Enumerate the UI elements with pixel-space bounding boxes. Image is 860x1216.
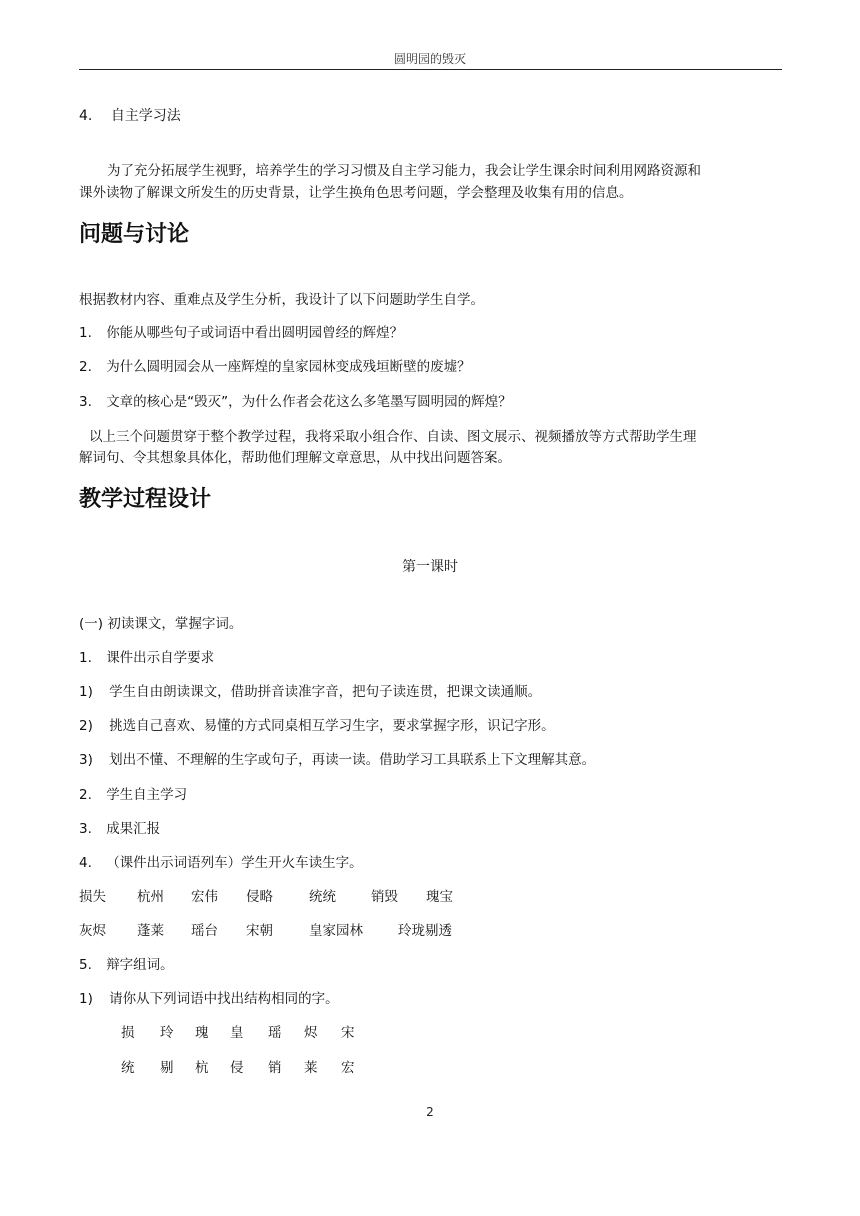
step-text: 成果汇报 [106, 821, 161, 837]
sub-item-text: 挑选自己喜欢、易懂的方式同桌相互学习生字，要求掌握字形，识记字形。 [109, 718, 555, 734]
step-item [79, 647, 214, 669]
question-number: 3. [79, 394, 92, 410]
question-item [79, 322, 403, 344]
practice-character: 损 [121, 1025, 135, 1041]
practice-character: 销 [268, 1060, 282, 1076]
practice-character: 玲 [160, 1025, 174, 1041]
page-number: 2 [426, 1105, 434, 1119]
vocab-word: 灰烬 [79, 923, 106, 939]
sub-item-number: 1) [79, 684, 93, 700]
vocab-word: 蓬莱 [137, 923, 164, 939]
part-one-heading: (一) 初读课文，掌握字词。 [79, 616, 243, 632]
step-number: 2. [79, 787, 92, 803]
step-item [79, 954, 174, 976]
section-title: 自主学习法 [110, 108, 181, 124]
vocab-word: 杭州 [137, 889, 164, 905]
vocab-word: 皇家园林 [309, 923, 363, 939]
step-text: 辩字组词。 [106, 957, 174, 973]
lesson-title: 第一课时 [402, 559, 458, 575]
step-text: （课件出示词语列车）学生开火车读生字。 [106, 855, 363, 871]
practice-character: 皇 [230, 1025, 244, 1041]
vocab-word: 玲珑剔透 [398, 923, 452, 939]
practice-character: 统 [121, 1060, 135, 1076]
sub-item [79, 749, 595, 771]
question-item [79, 391, 512, 413]
question-text: 为什么圆明园会从一座辉煌的皇家园林变成残垣断壁的废墟？ [106, 359, 471, 375]
sub-item-text: 划出不懂、不理解的生字或句子，再读一读。借助学习工具联系上下文理解其意。 [109, 752, 596, 768]
sub-item-number: 1) [79, 991, 93, 1007]
practice-character: 宏 [341, 1060, 355, 1076]
vocab-word: 瑶台 [191, 923, 218, 939]
design-heading: 教学过程设计 [79, 487, 212, 512]
step-number: 1. [79, 650, 92, 666]
questions-intro: 根据教材内容、重难点及学生分析，我设计了以下问题助学生自学。 [79, 292, 484, 308]
vocab-word: 宋朝 [246, 923, 273, 939]
self-study-paragraph-line-1: 为了充分拓展学生视野，培养学生的学习习惯及自主学习能力，我会让学生课余时间利用网路资源和 [107, 163, 701, 179]
step-number: 5. [79, 957, 92, 973]
practice-character: 莱 [304, 1060, 318, 1076]
practice-character: 侵 [230, 1060, 244, 1076]
vocab-word: 损失 [79, 889, 106, 905]
step-text: 学生自主学习 [106, 787, 188, 803]
vocab-word: 统统 [309, 889, 336, 905]
questions-heading: 问题与讨论 [79, 222, 190, 247]
question-text: 文章的核心是“毁灭”，为什么作者会花这么多笔墨写圆明园的辉煌？ [106, 394, 512, 410]
practice-character: 瑶 [268, 1025, 282, 1041]
questions-summary-line-1: 以上三个问题贯穿于整个教学过程，我将采取小组合作、自读、图文展示、视频播放等方式帮助学生理 [89, 429, 697, 445]
vocab-word: 侵略 [246, 889, 273, 905]
page-header-title: 圆明园的毁灭 [393, 52, 466, 66]
sub-item [79, 681, 541, 703]
sub-item [79, 988, 339, 1010]
vocab-word: 宏伟 [191, 889, 218, 905]
question-number: 2. [79, 359, 92, 375]
question-text: 你能从哪些句子或词语中看出圆明园曾经的辉煌？ [106, 325, 404, 341]
practice-character: 烬 [304, 1025, 318, 1041]
sub-item [79, 715, 555, 737]
question-number: 1. [79, 325, 92, 341]
step-item [79, 784, 187, 806]
practice-character: 瑰 [195, 1025, 209, 1041]
section-number: 4. [79, 108, 93, 124]
vocab-word: 销毁 [371, 889, 398, 905]
section-self-study-heading [79, 105, 181, 127]
practice-character: 剔 [160, 1060, 174, 1076]
practice-character: 宋 [341, 1025, 355, 1041]
header-divider [79, 69, 782, 70]
step-item [79, 852, 363, 874]
self-study-paragraph-line-2: 课外读物了解课文所发生的历史背景，让学生换角色思考问题，学会整理及收集有用的信息。 [79, 185, 633, 201]
questions-summary-line-2: 解词句、令其想象具体化，帮助他们理解文章意思，从中找出问题答案。 [79, 450, 511, 466]
practice-character: 杭 [195, 1060, 209, 1076]
sub-item-number: 2) [79, 718, 93, 734]
step-item [79, 818, 160, 840]
sub-item-number: 3) [79, 752, 93, 768]
step-text: 课件出示自学要求 [106, 650, 215, 666]
sub-item-text: 请你从下列词语中找出结构相同的字。 [109, 991, 339, 1007]
step-number: 4. [79, 855, 92, 871]
sub-item-text: 学生自由朗读课文，借助拼音读准字音，把句子读连贯，把课文读通顺。 [109, 684, 542, 700]
vocab-word: 瑰宝 [426, 889, 453, 905]
step-number: 3. [79, 821, 92, 837]
question-item [79, 356, 471, 378]
